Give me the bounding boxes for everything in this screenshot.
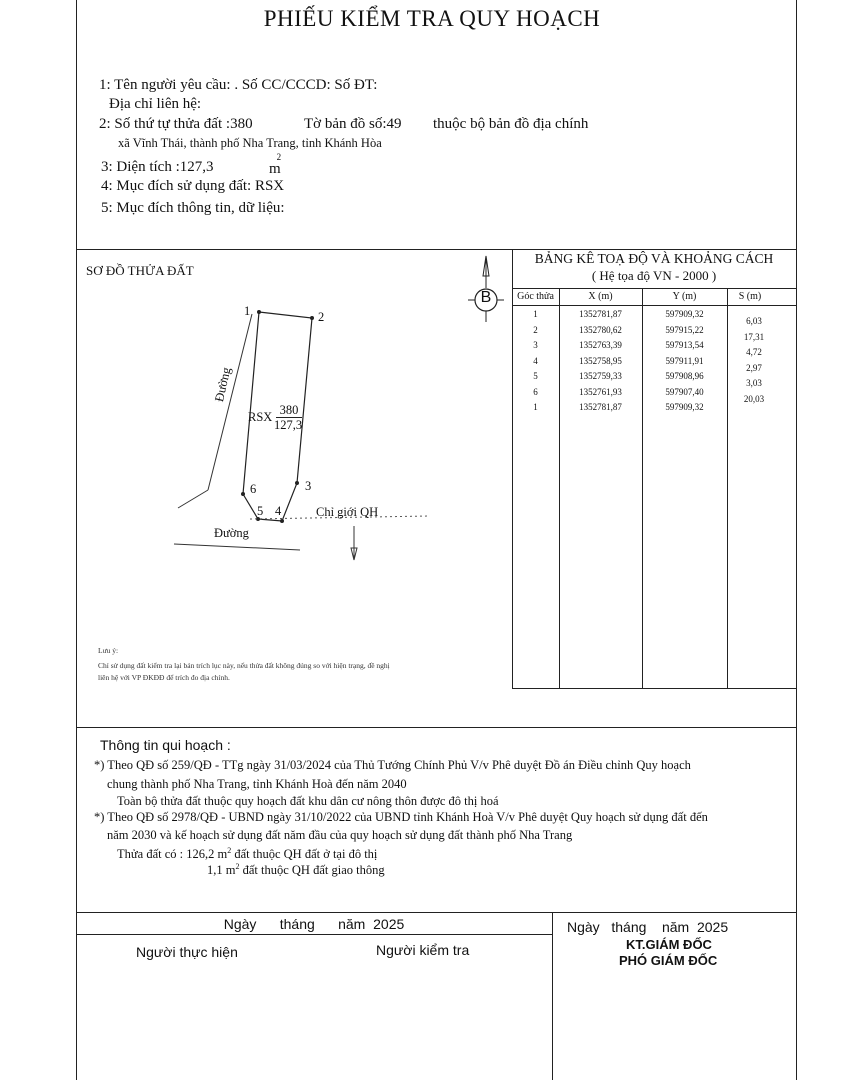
area-value: 127,3 xyxy=(179,159,214,175)
signature-top xyxy=(76,912,796,913)
parcel-area-label: 127,3 xyxy=(274,418,303,432)
director-label-1: KT.GIÁM ĐỐC xyxy=(626,937,712,952)
parcel-label: 2: Số thứ tự thửa đất : xyxy=(99,116,231,132)
north-arrow-icon xyxy=(466,252,506,322)
cell-y: 597909,32 xyxy=(665,402,704,412)
coord-table-subtitle: ( Hệ tọa độ VN - 2000 ) xyxy=(591,268,717,283)
cell-distance: 20,03 xyxy=(743,393,765,404)
cell-point: 3 xyxy=(533,340,538,350)
cell-x: 1352763,39 xyxy=(579,340,622,350)
purpose-value: RSX xyxy=(254,178,285,194)
diagram-bottom-border xyxy=(512,688,796,689)
parcel-number-label: 380 xyxy=(276,403,302,418)
map-sheet-number: 49 xyxy=(386,116,402,132)
info-purpose-line: 5: Mục đích thông tin, dữ liệu: xyxy=(101,200,285,216)
cell-point: 6 xyxy=(533,386,538,397)
requester-line: 1: Tên người yêu cầu: . Số CC/CCCD: Số ĐT: xyxy=(99,77,378,93)
note-heading: Lưu ý: xyxy=(98,646,119,655)
cell-point: 5 xyxy=(533,371,538,381)
cell-y: 597911,91 xyxy=(665,355,704,366)
parcel-address: xã Vĩnh Thái, thành phố Nha Trang, tỉnh Khánh Hòa xyxy=(118,136,382,150)
frame-right xyxy=(796,0,797,1080)
cell-x: 1352781,87 xyxy=(579,402,622,412)
header-x: X (m) xyxy=(588,291,613,302)
header-y: Y (m) xyxy=(672,291,697,302)
planning-p1b: chung thành phố Nha Trang, tỉnh Khánh Hoà đến năm 2040 xyxy=(107,777,407,791)
cell-point: 1 xyxy=(533,402,538,412)
area-unit: $m^2$ xyxy=(269,152,282,177)
map-set: thuộc bộ bản đồ địa chính xyxy=(433,116,589,132)
coord-table-title: BẢNG KÊ TOẠ ĐỘ VÀ KHOẢNG CÁCH xyxy=(534,251,774,266)
cell-x: 1352759,33 xyxy=(579,371,622,381)
cell-y: 597913,54 xyxy=(665,340,704,350)
planning-p2b: năm 2030 và kế hoạch sử dụng đất năm đầu của quy hoạch sử dụng đất thành phố Nha Trang xyxy=(107,828,573,842)
section-divider xyxy=(76,249,796,250)
area-unit-sup: 2 xyxy=(276,152,282,162)
point-label-6: 6 xyxy=(250,482,257,496)
map-sheet xyxy=(304,116,402,133)
cell-x: 1352780,62 xyxy=(579,324,622,335)
cell-distance: 3,03 xyxy=(746,378,762,388)
signature-row-line xyxy=(76,934,552,935)
cell-x: 1352758,95 xyxy=(579,355,622,366)
page-title: PHIẾU KIỂM TRA QUY HOẠCH xyxy=(263,6,601,31)
cell-point: 1 xyxy=(533,309,538,319)
planning-boundary-label: Chỉ giới QH xyxy=(316,505,379,519)
sup-2b: 2 xyxy=(235,862,240,871)
checker-label: Người kiểm tra xyxy=(376,942,470,958)
contact-address: Địa chỉ liên hệ: xyxy=(109,96,202,112)
cell-distance: 2,97 xyxy=(746,362,762,373)
date-right: Ngày tháng năm 2025 xyxy=(567,919,729,935)
planning-p2c: Thửa đất có : 126,2 $m^2$ đất thuộc QH đất ở tại đô thị xyxy=(117,846,378,862)
road-edge-bottom xyxy=(174,544,300,550)
cell-distance: 4,72 xyxy=(746,347,762,357)
planning-divider xyxy=(76,727,796,728)
signature-divider xyxy=(552,912,553,1080)
planning-heading: Thông tin qui hoạch : xyxy=(100,737,231,753)
parcel-drawing xyxy=(160,290,460,580)
cell-y: 597908,96 xyxy=(665,371,704,381)
area-label: 3: Diện tích : xyxy=(101,159,180,175)
cell-x: 1352781,87 xyxy=(579,309,622,319)
planning-p1a: *) Theo QĐ số 259/QĐ - TTg ngày 31/03/2024 của Thủ Tướng Chính Phủ V/v Phê duyệt Đồ án Điều chỉnh Quy hoạch xyxy=(94,758,691,772)
planning-p2d: 1,1 $m^2$ đất thuộc QH đất giao thông xyxy=(207,862,385,878)
header-s: S (m) xyxy=(738,291,762,302)
cell-x: 1352761,93 xyxy=(579,386,622,397)
area-line xyxy=(101,159,214,176)
point-label-5: 5 xyxy=(257,504,264,518)
date-left: Ngày tháng năm 2025 xyxy=(223,916,405,932)
cell-point: 4 xyxy=(533,355,538,366)
point-label-1: 1 xyxy=(244,304,251,318)
cell-y: 597907,40 xyxy=(665,386,704,397)
cell-distance: 17,31 xyxy=(743,331,765,342)
parcel-line xyxy=(99,116,253,133)
performer-label: Người thực hiện xyxy=(136,944,238,960)
diagram-heading: SƠ ĐỒ THỬA ĐẤT xyxy=(86,263,194,278)
purpose-label: 4: Mục đích sử dụng đất: xyxy=(101,178,252,194)
road-label-left: Đường xyxy=(212,365,234,404)
point-label-4: 4 xyxy=(275,504,282,518)
note-line-2: liên hệ với VP ĐKĐĐ để trích đo địa chính. xyxy=(98,673,230,682)
purpose-line xyxy=(101,178,284,195)
director-label-2: PHÓ GIÁM ĐỐC xyxy=(619,953,718,968)
road-label-bottom: Đường xyxy=(214,526,249,540)
table-head-bottom xyxy=(512,305,796,306)
point-label-2: 2 xyxy=(318,310,325,324)
planning-p1c: Toàn bộ thửa đất thuộc quy hoạch đất khu dân cư nông thôn được đô thị hoá xyxy=(117,794,499,808)
compass-letter: B xyxy=(480,289,492,306)
cell-point: 2 xyxy=(533,324,538,335)
parcel-number: 380 xyxy=(230,116,253,132)
road-edge-left-lower xyxy=(178,490,208,508)
note-line-1: Chỉ sử dụng đất kiểm tra lại bản trích lục này, nếu thửa đất không đúng so với hiện trạng, đề nghị xyxy=(98,661,390,670)
table-head-top xyxy=(512,288,796,289)
table-col-3 xyxy=(727,288,728,688)
cell-y: 597909,32 xyxy=(665,309,704,319)
land-code: RSX xyxy=(248,410,273,424)
sup-2a: 2 xyxy=(227,846,232,855)
planning-p2a: *) Theo QĐ số 2978/QĐ - UBND ngày 31/10/2022 của UBND tỉnh Khánh Hoà V/v Phê duyệt Quy hoạch sử dụng đất đến xyxy=(94,810,708,824)
cell-distance: 6,03 xyxy=(746,316,762,326)
header-corner: Góc thửa xyxy=(517,291,554,302)
map-sheet-label: Tờ bản đồ số: xyxy=(304,116,387,132)
point-label-3: 3 xyxy=(305,479,312,493)
cell-y: 597915,22 xyxy=(665,324,704,335)
